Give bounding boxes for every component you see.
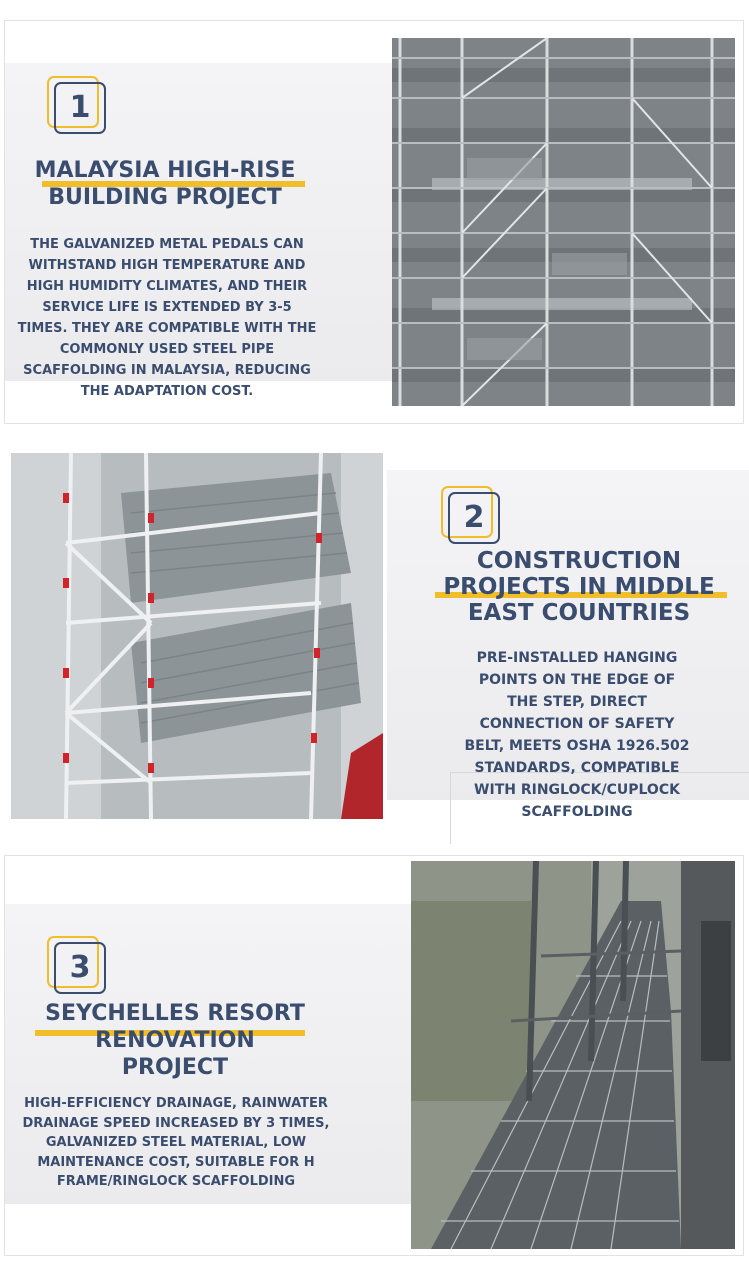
decorative-line bbox=[450, 772, 451, 844]
project-photo-resort-walkway bbox=[411, 861, 735, 1249]
project-number-badge bbox=[47, 76, 107, 134]
project-card-3 bbox=[4, 855, 744, 1256]
title-line: SEYCHELLES RESORT bbox=[45, 1001, 305, 1026]
project-title bbox=[25, 1000, 325, 1081]
project-description: PRE-INSTALLED HANGING POINTS ON THE EDGE OF THE STEP, DIRECT CONNECTION OF SAFETY BELT, MEETS OSHA 1926.502 STANDARDS, COMPATIBLE WITH RINGLOCK/CUPLOCK SCAFFOLDING bbox=[464, 650, 690, 820]
project-description: HIGH-EFFICIENCY DRAINAGE, RAINWATER DRAINAGE SPEED INCREASED BY 3 TIMES, GALVANIZED STEEL MATERIAL, LOW MAINTENANCE COST, SUITABLE FOR H FRAME/RINGLOCK SCAFFOLDING bbox=[22, 1096, 330, 1190]
title-line: BUILDING PROJECT bbox=[48, 185, 282, 210]
project-title bbox=[15, 157, 315, 211]
project-photo-stair-tower bbox=[11, 453, 383, 819]
project-title bbox=[429, 548, 729, 626]
project-description: THE GALVANIZED METAL PEDALS CAN WITHSTAND HIGH TEMPERATURE AND HIGH HUMIDITY CLIMATES, AND THEIR SERVICE LIFE IS EXTENDED BY 3-5 TIMES. THEY ARE COMPATIBLE WITH THE COMMONLY USED STEEL PIPE SCAFFOLDING IN MALAYSIA, REDUCING THE ADAPTATION COST. bbox=[17, 237, 317, 399]
project-card-2 bbox=[4, 436, 749, 844]
title-line: PROJECTS IN MIDDLE bbox=[443, 574, 715, 600]
project-number-badge bbox=[47, 936, 107, 994]
project-number: 2 bbox=[463, 500, 485, 535]
title-line: PROJECT bbox=[121, 1055, 229, 1080]
title-line: RENOVATION bbox=[95, 1028, 255, 1053]
project-photo-highrise-scaffolding bbox=[392, 38, 735, 406]
project-number: 3 bbox=[69, 950, 91, 985]
title-line: EAST COUNTRIES bbox=[467, 600, 691, 626]
project-card-1 bbox=[4, 20, 744, 424]
title-line: MALAYSIA HIGH-RISE bbox=[34, 158, 296, 183]
project-number-badge bbox=[441, 486, 501, 544]
project-number: 1 bbox=[69, 90, 91, 125]
title-line: CONSTRUCTION bbox=[476, 548, 682, 574]
